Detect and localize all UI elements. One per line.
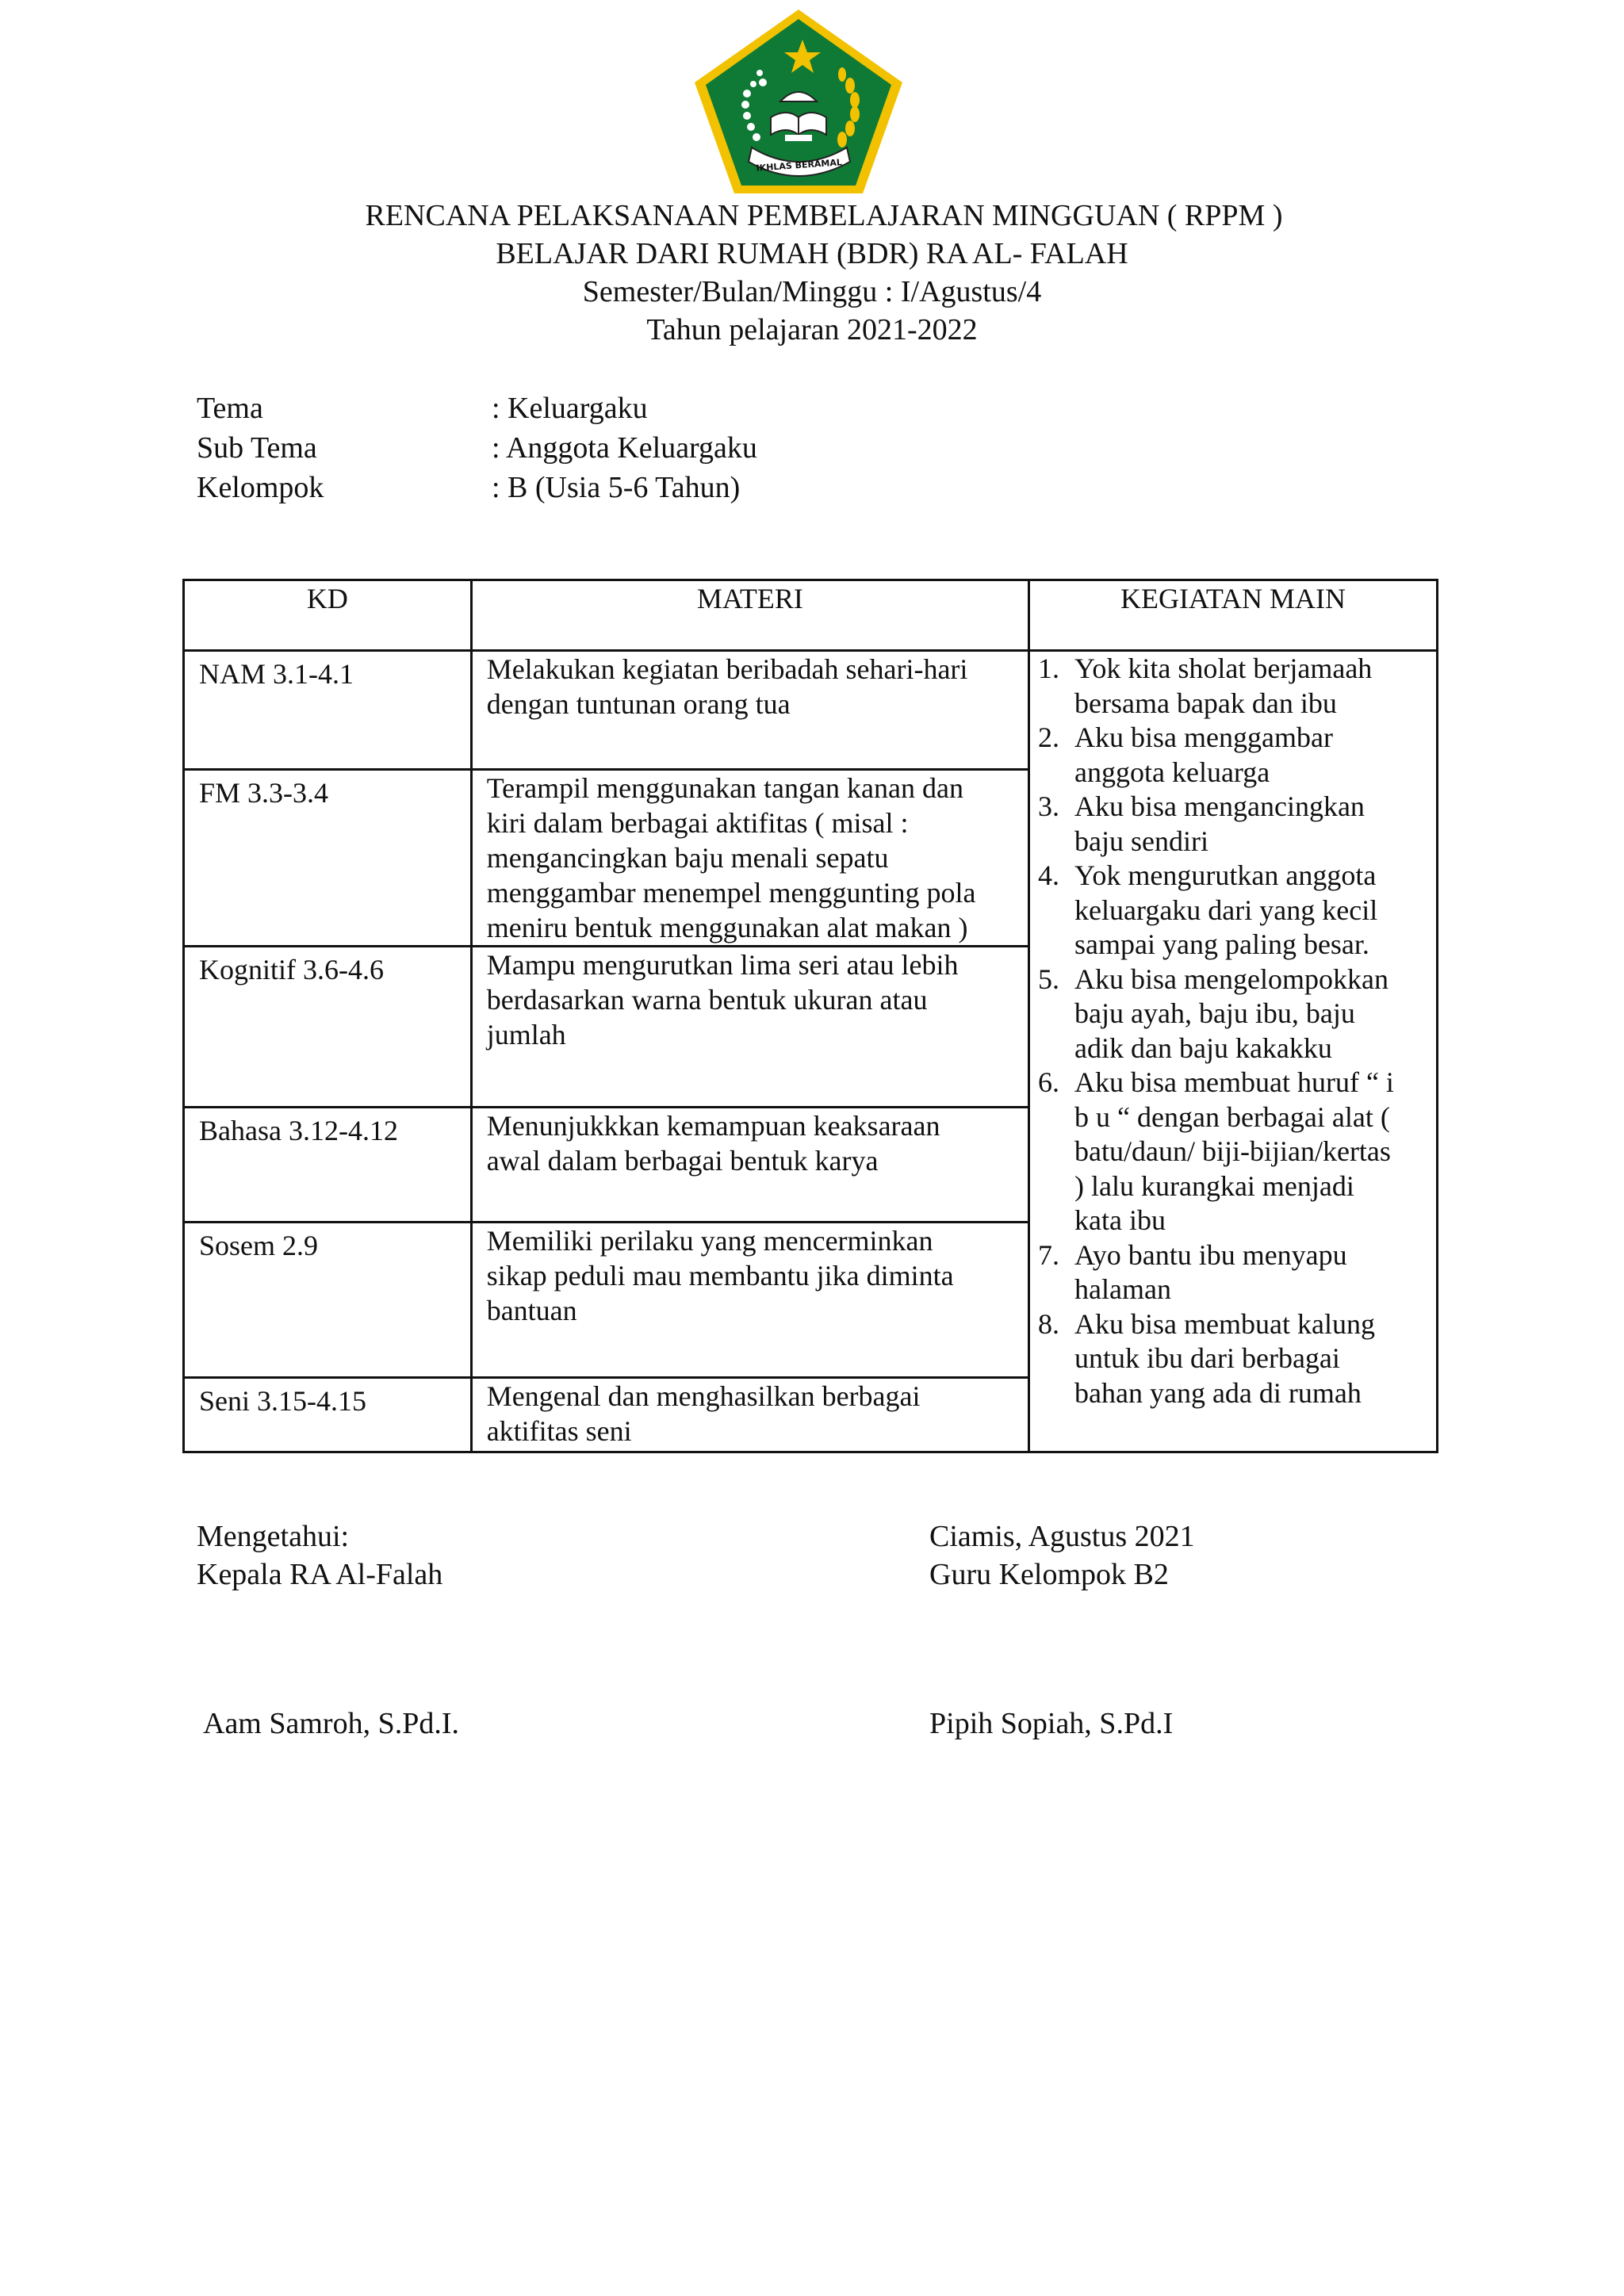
kd-cell: Seni 3.15-4.15 (184, 1378, 472, 1452)
info-row-kelompok (197, 468, 757, 507)
item-number: 7. (1038, 1238, 1060, 1271)
materi-cell (471, 770, 1028, 947)
svg-text:IKHLAS BERAMAL: IKHLAS BERAMAL (756, 157, 843, 174)
materi-line: Mengenal dan menghasilkan berbagai (486, 1380, 921, 1412)
item-line: bahan yang ada di rumah (1074, 1376, 1362, 1409)
materi-cell (471, 1223, 1028, 1378)
table-header-row (184, 580, 1438, 651)
item-line: keluargaku dari yang kecil (1074, 894, 1378, 926)
materi-line: Mampu mengurutkan lima seri atau lebih (486, 949, 959, 981)
materi-cell (471, 651, 1028, 770)
info-label: Tema (197, 392, 263, 425)
item-line: Aku bisa mengelompokkan (1074, 962, 1388, 995)
header-kd: KD (184, 580, 472, 651)
kd-cell: Sosem 2.9 (184, 1223, 472, 1378)
item-line: batu/daun/ biji-bijian/kertas (1074, 1135, 1391, 1167)
principal-title: Kepala RA Al-Falah (197, 1558, 443, 1591)
footer-left (197, 1517, 442, 1594)
item-line: baju sendiri (1074, 825, 1208, 857)
materi-line: jumlah (486, 1019, 566, 1050)
item-number: 3. (1038, 790, 1060, 822)
info-label: Kelompok (197, 471, 324, 504)
header-title: RENCANA PELAKSANAAN PEMBELAJARAN MINGGUAN ( RPPM ) (365, 199, 1283, 232)
item-line: sampai yang paling besar. (1074, 928, 1369, 960)
item-line: Yok mengurutkan anggota (1074, 859, 1377, 891)
list-item (1038, 1307, 1428, 1411)
materi-cell (471, 1108, 1028, 1223)
item-line: Ayo bantu ibu menyapu (1074, 1238, 1347, 1271)
kd-cell: FM 3.3-3.4 (184, 770, 472, 947)
document-header (0, 197, 1624, 349)
materi-line: sikap peduli mau membantu jika diminta (486, 1260, 954, 1292)
item-line: Aku bisa membuat huruf “ i (1074, 1066, 1394, 1098)
info-block (197, 388, 757, 507)
info-value: : B (Usia 5-6 Tahun) (492, 471, 741, 504)
materi-line: aktifitas seni (486, 1415, 632, 1447)
item-line: bersama bapak dan ibu (1074, 687, 1337, 719)
header-year: Tahun pelajaran 2021-2022 (646, 313, 978, 346)
kegiatan-list (1038, 652, 1428, 1410)
list-item (1038, 790, 1428, 859)
item-number: 1. (1038, 652, 1060, 684)
item-line: Aku bisa mengancingkan (1074, 790, 1365, 822)
place-date: Ciamis, Agustus 2021 (929, 1520, 1195, 1553)
item-number: 2. (1038, 721, 1060, 753)
info-row-subtema (197, 428, 757, 468)
materi-line: Terampil menggunakan tangan kanan dan (486, 772, 963, 804)
item-line: halaman (1074, 1273, 1171, 1305)
rppm-table (182, 579, 1438, 1453)
info-value: : Keluargaku (492, 392, 648, 425)
header-kegiatan: KEGIATAN MAIN (1029, 580, 1438, 651)
item-line: adik dan baju kakakku (1074, 1031, 1332, 1064)
header-semester: Semester/Bulan/Minggu : I/Agustus/4 (582, 275, 1042, 308)
teacher-signature-name: Pipih Sopiah, S.Pd.I (929, 1707, 1174, 1740)
kemenag-emblem-icon (691, 6, 906, 197)
materi-cell (471, 1378, 1028, 1452)
item-line: anggota keluarga (1074, 756, 1270, 788)
list-item (1038, 721, 1428, 790)
materi-line: Melakukan kegiatan beribadah sehari-hari (486, 653, 968, 685)
item-number: 8. (1038, 1307, 1060, 1340)
info-value: : Anggota Keluargaku (492, 431, 757, 465)
materi-line: dengan tuntunan orang tua (486, 688, 791, 720)
item-line: untuk ibu dari berbagai (1074, 1342, 1340, 1374)
list-item (1038, 652, 1428, 721)
kd-cell: Kognitif 3.6-4.6 (184, 947, 472, 1108)
item-number: 6. (1038, 1066, 1060, 1098)
materi-line: bantuan (486, 1295, 577, 1326)
materi-line: kiri dalam berbagai aktifitas ( misal : (486, 807, 909, 839)
materi-cell (471, 947, 1028, 1108)
kd-cell: Bahasa 3.12-4.12 (184, 1108, 472, 1223)
materi-line: meniru bentuk menggunakan alat makan ) (486, 912, 968, 943)
list-item (1038, 962, 1428, 1066)
table-row (184, 651, 1438, 770)
acknowledged-label: Mengetahui: (197, 1520, 350, 1553)
info-row-tema (197, 388, 757, 428)
item-line: b u “ dengan berbagai alat ( (1074, 1100, 1390, 1133)
materi-line: Menunjukkkan kemampuan keaksaraan (486, 1110, 940, 1142)
item-line: baju ayah, baju ibu, baju (1074, 997, 1355, 1029)
list-item (1038, 1238, 1428, 1307)
kd-cell: NAM 3.1-4.1 (184, 651, 472, 770)
item-line: Aku bisa membuat kalung (1074, 1307, 1375, 1340)
header-subtitle: BELAJAR DARI RUMAH (BDR) RA AL- FALAH (496, 237, 1128, 270)
item-line: Yok kita sholat berjamaah (1074, 652, 1373, 684)
materi-line: mengancingkan baju menali sepatu (486, 842, 889, 874)
info-label: Sub Tema (197, 431, 317, 465)
kegiatan-cell (1029, 651, 1438, 1452)
materi-line: awal dalam berbagai bentuk karya (486, 1145, 879, 1177)
principal-signature-name: Aam Samroh, S.Pd.I. (203, 1707, 459, 1740)
item-number: 5. (1038, 962, 1060, 995)
item-number: 4. (1038, 859, 1060, 891)
footer-right (929, 1517, 1195, 1594)
list-item (1038, 859, 1428, 962)
item-line: ) lalu kurangkai menjadi (1074, 1169, 1354, 1202)
teacher-title: Guru Kelompok B2 (929, 1558, 1169, 1591)
materi-line: menggambar menempel menggunting pola (486, 877, 976, 909)
item-line: kata ibu (1074, 1204, 1166, 1236)
list-item (1038, 1066, 1428, 1238)
item-line: Aku bisa menggambar (1074, 721, 1333, 753)
materi-line: Memiliki perilaku yang mencerminkan (486, 1225, 933, 1257)
materi-line: berdasarkan warna bentuk ukuran atau (486, 984, 928, 1016)
header-materi: MATERI (471, 580, 1028, 651)
